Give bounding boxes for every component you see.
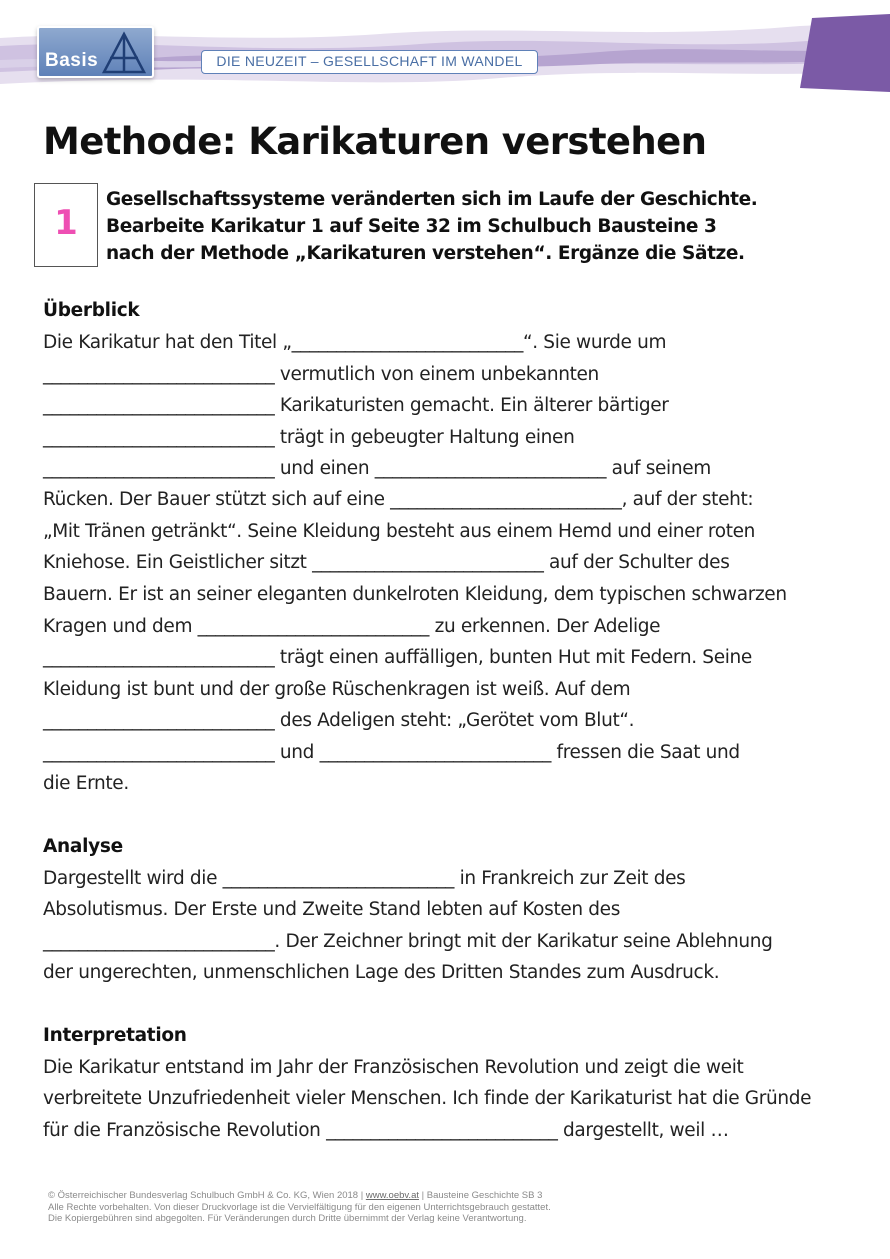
text-line: der ungerechten, unmenschlichen Lage des Dritten Standes zum Ausdruck.	[43, 962, 720, 983]
text-line: verbreitete Unzufriedenheit vieler Menschen. Ich finde der Karikaturist hat die Gründe	[43, 1088, 812, 1109]
publisher-link[interactable]: www.oebv.at	[365, 1190, 419, 1201]
task-line: Gesellschaftssysteme veränderten sich im Laufe der Geschichte.	[106, 189, 758, 210]
book-reference: | Bausteine Geschichte SB 3	[421, 1190, 543, 1201]
triangle-logo-icon	[100, 30, 148, 76]
task-line: nach der Methode „Karikaturen verstehen“. Ergänze die Sätze.	[106, 243, 745, 264]
text-line: __________________________ des Adeligen steht: „Gerötet vom Blut“.	[43, 710, 635, 731]
task-number-box	[34, 183, 98, 267]
text-line: __________________________ und __________________________ fressen die Saat und	[43, 742, 740, 763]
section-heading-overview: Überblick	[43, 300, 140, 321]
text-line: Die Karikatur entstand im Jahr der Französischen Revolution und zeigt die weit	[43, 1057, 744, 1078]
basis-logo	[37, 26, 154, 78]
text-line: Bauern. Er ist an seiner eleganten dunkelroten Kleidung, dem typischen schwarzen	[43, 584, 787, 605]
section-heading-interpretation: Interpretation	[43, 1025, 187, 1046]
text-line: Die Karikatur hat den Titel „__________________________“. Sie wurde um	[43, 332, 667, 353]
text-line: __________________________ und einen __________________________ auf seinem	[43, 458, 711, 479]
text-line: __________________________ Karikaturisten gemacht. Ein älterer bärtiger	[43, 395, 669, 416]
footer-line	[48, 1190, 808, 1202]
text-line: __________________________ trägt einen auffälligen, bunten Hut mit Federn. Seine	[43, 647, 752, 668]
text-line: Rücken. Der Bauer stützt sich auf eine __________________________, auf der steht:	[43, 489, 754, 510]
header-band	[0, 0, 890, 110]
footer-line: Alle Rechte vorbehalten. Von dieser Druckvorlage ist die Vervielfältigung für den eigenen Unterrichtsgebrauch gestattet.	[48, 1201, 551, 1213]
logo-text: Basis	[45, 50, 99, 71]
footer-line: Die Kopiergebühren sind abgegolten. Für Veränderungen durch Dritte übernimmt der Verlag keine Verantwortung.	[48, 1213, 527, 1224]
text-line: die Ernte.	[43, 773, 129, 794]
text-line: Dargestellt wird die __________________________ in Frankreich zur Zeit des	[43, 868, 686, 889]
text-line: __________________________ trägt in gebeugter Haltung einen	[43, 427, 575, 448]
text-line: „Mit Tränen getränkt“. Seine Kleidung besteht aus einem Hemd und einer roten	[43, 521, 756, 542]
task-number: 1	[54, 203, 78, 243]
text-line: Absolutismus. Der Erste und Zweite Stand lebten auf Kosten des	[43, 899, 620, 920]
text-line: __________________________ vermutlich von einem unbekannten	[43, 364, 599, 385]
text-line: Kleidung ist bunt und der große Rüschenkragen ist weiß. Auf dem	[43, 679, 631, 700]
page-title: Methode: Karikaturen verstehen	[43, 120, 707, 163]
text-line: Kniehose. Ein Geistlicher sitzt __________________________ auf der Schulter des	[43, 552, 730, 573]
task-line: Bearbeite Karikatur 1 auf Seite 32 im Schulbuch Bausteine 3	[106, 216, 717, 237]
footer	[48, 1190, 808, 1225]
task-instructions	[106, 186, 846, 267]
text-line: Kragen und dem __________________________ zu erkennen. Der Adelige	[43, 616, 661, 637]
section-heading-analysis: Analyse	[43, 836, 123, 857]
series-title: DIE NEUZEIT – GESELLSCHAFT IM WANDEL	[201, 50, 538, 74]
text-line: __________________________. Der Zeichner bringt mit der Karikatur seine Ablehnung	[43, 931, 773, 952]
copyright-text: © Österreichischer Bundesverlag Schulbuch GmbH & Co. KG, Wien 2018 |	[48, 1190, 364, 1201]
text-line: für die Französische Revolution __________________________ dargestellt, weil …	[43, 1120, 729, 1141]
